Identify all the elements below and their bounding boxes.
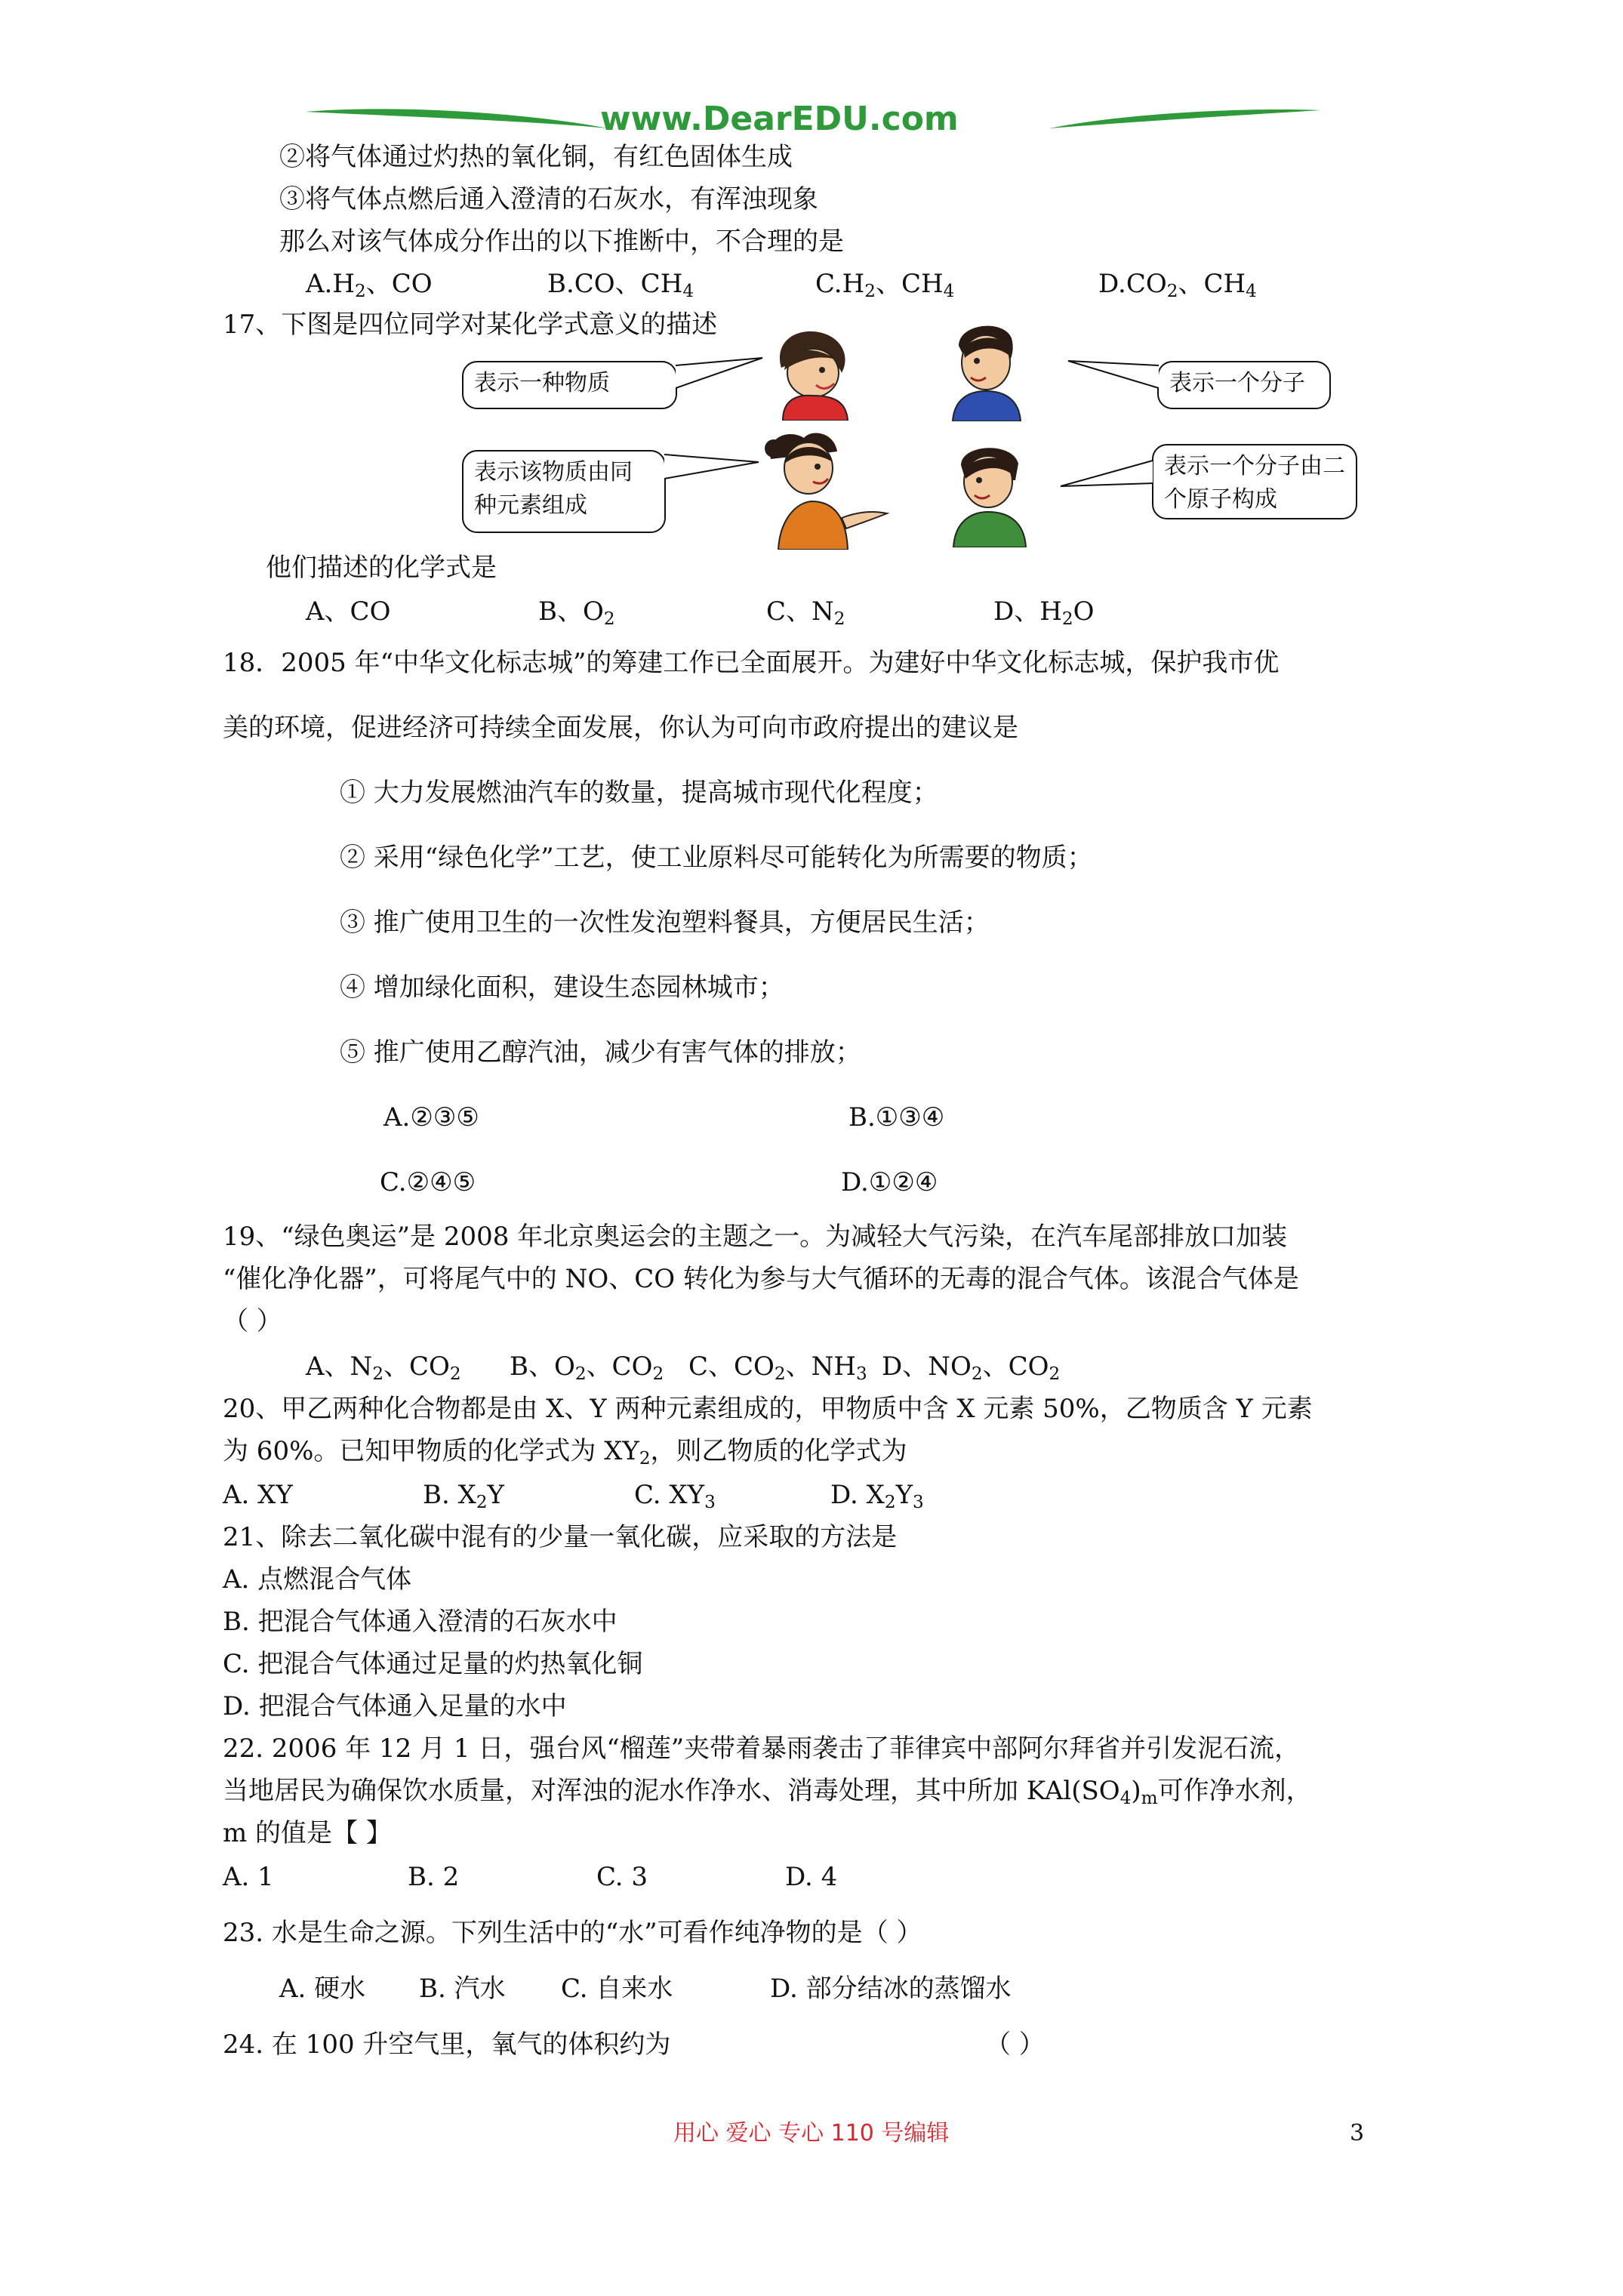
q22-line2: 当地居民为确保饮水质量，对浑浊的泥水作净水、消毒处理，其中所加 $KAl(SO_4)_m$可作净水剂， [223,1776,1312,1808]
q20-option-d[interactable]: D. $X_2Y_3$ [830,1480,924,1512]
q18-option-d[interactable]: D.①②④ [841,1167,938,1197]
speech-bubble-2: 表示一个分子 [1157,361,1331,409]
q16-option-a[interactable]: $A.H_2$、CO [306,269,433,301]
q18-item-3: ③ 推广使用卫生的一次性发泡塑料餐具，方便居民生活； [340,908,990,938]
q18-item-4: ④ 增加绿化面积，建设生态园林城市； [340,972,784,1003]
q19-line3: （ ） [223,1306,282,1336]
q24-answer-paren: （ ） [985,2029,1045,2060]
q17-stem: 17、下图是四位同学对某化学式意义的描述 [223,310,718,340]
bubble-tail-1 [676,355,766,400]
q17-option-b[interactable]: B、$O_2$ [538,596,615,629]
q22-line1: 22. 2006 年 12 月 1 日，强台风“榴莲”夹带着暴雨袭击了菲律宾中部阿尔拜省并引发泥石流， [223,1734,1301,1764]
q18-item-1: ① 大力发展燃油汽车的数量，提高城市现代化程度； [340,778,938,808]
q21-option-b[interactable]: B. 把混合气体通入澄清的石灰水中 [223,1607,617,1637]
q16-option-c[interactable]: $C.H_2$、$CH_4$ [815,269,955,301]
q17-option-a[interactable]: A、CO [306,596,391,627]
q18-option-c[interactable]: C.②④⑤ [380,1167,476,1197]
q22-option-b[interactable]: B. 2 [408,1862,460,1892]
q16-option-d[interactable]: $D.CO_2$、$CH_4$ [1098,269,1257,301]
q19-option-a[interactable]: A、$N_2$、$CO_2$ [306,1351,461,1384]
page-number: 3 [1350,2120,1365,2147]
q22-option-c[interactable]: C. 3 [596,1862,648,1892]
q22-line3: m 的值是【 】 [223,1818,392,1848]
q19-line1: 19、“绿色奥运”是 2008 年北京奥运会的主题之一。为减轻大气污染，在汽车尾部排放口加装 [223,1222,1288,1252]
q16-option-b[interactable]: B.CO、$CH_4$ [547,269,694,301]
q18-option-b[interactable]: B.①③④ [848,1102,945,1133]
header-swoosh-right [1049,106,1321,136]
q19-option-c[interactable]: C、$CO_2$、$NH_3$ [688,1351,867,1384]
q23-option-a[interactable]: A. 硬水 [279,1974,366,2004]
speech-bubble-4: 表示一个分子由二个原子构成 [1152,444,1357,519]
q23-stem: 23. 水是生命之源。下列生活中的“水”可看作纯净物的是（ ） [223,1918,922,1948]
q18-stem-line2: 美的环境，促进经济可持续全面发展，你认为可向市政府提出的建议是 [223,713,1018,743]
student-girl-2-illustration [759,429,891,550]
q16-line2: ②将气体通过灼热的氧化铜，有红色固体生成 [279,142,793,172]
student-boy-2-illustration [940,438,1038,547]
q17-option-c[interactable]: C、$N_2$ [766,596,845,629]
q18-option-a[interactable]: A.②③⑤ [383,1102,479,1133]
q17-option-d[interactable]: D、$H_2O$ [993,596,1095,629]
q18-stem-line1: 18．2005 年“中华文化标志城”的筹建工作已全面展开。为建好中华文化标志城，保护我市优 [223,648,1280,678]
bubble-tail-3 [664,445,762,491]
q18-item-2: ② 采用“绿色化学”工艺，使工业原料尽可能转化为所需要的物质； [340,843,1093,873]
q22-option-d[interactable]: D. 4 [785,1862,838,1892]
site-logo: www.DearEDU.com [600,100,959,138]
header-swoosh-left [306,106,608,136]
q21-option-d[interactable]: D. 把混合气体通入足量的水中 [223,1691,567,1721]
q20-option-a[interactable]: A. XY [223,1480,293,1510]
bubble-tail-4 [1057,453,1153,498]
footer-credit: 用心 爱心 专心 110 号编辑 [673,2120,950,2147]
q19-line2: “催化净化器”，可将尾气中的 NO、CO 转化为参与大气循环的无毒的混合气体。该混合气体是 [223,1264,1299,1294]
q20-option-c[interactable]: C. $XY_3$ [634,1480,716,1512]
speech-bubble-1: 表示一种物质 [462,361,677,409]
q20-line1: 20、甲乙两种化合物都是由 X、Y 两种元素组成的，甲物质中含 X 元素 50%，乙物质含 Y 元素 [223,1394,1313,1424]
q16-line3: ③将气体点燃后通入澄清的石灰水，有浑浊现象 [279,184,818,214]
student-boy-1-illustration [936,316,1034,421]
q18-item-5: ⑤ 推广使用乙醇汽油，减少有害气体的排放； [340,1037,861,1068]
q17-question: 他们描述的化学式是 [266,553,497,583]
q21-option-c[interactable]: C. 把混合气体通过足量的灼热氧化铜 [223,1649,643,1679]
q20-option-b[interactable]: B. $X_2Y$ [423,1480,504,1512]
student-girl-1-illustration [766,326,857,421]
q19-option-b[interactable]: B、$O_2$、$CO_2$ [510,1351,664,1384]
q24-stem: 24. 在 100 升空气里，氧气的体积约为 [223,2029,671,2060]
q19-option-d[interactable]: D、$NO_2$、$CO_2$ [882,1351,1061,1384]
speech-bubble-3: 表示该物质由同种元素组成 [462,450,666,533]
q21-stem: 21、除去二氧化碳中混有的少量一氧化碳，应采取的方法是 [223,1522,898,1552]
q23-option-b[interactable]: B. 汽水 [419,1974,506,2004]
q23-option-d[interactable]: D. 部分结冰的蒸馏水 [770,1974,1012,2004]
q23-option-c[interactable]: C. 自来水 [561,1974,673,2004]
bubble-tail-2 [1064,355,1160,400]
q20-line2: 为 60%。已知甲物质的化学式为 $XY_2$，则乙物质的化学式为 [223,1436,907,1469]
q21-option-a[interactable]: A. 点燃混合气体 [223,1564,412,1595]
q16-question: 那么对该气体成分作出的以下推断中，不合理的是 [279,227,844,257]
q22-option-a[interactable]: A. 1 [223,1862,274,1892]
